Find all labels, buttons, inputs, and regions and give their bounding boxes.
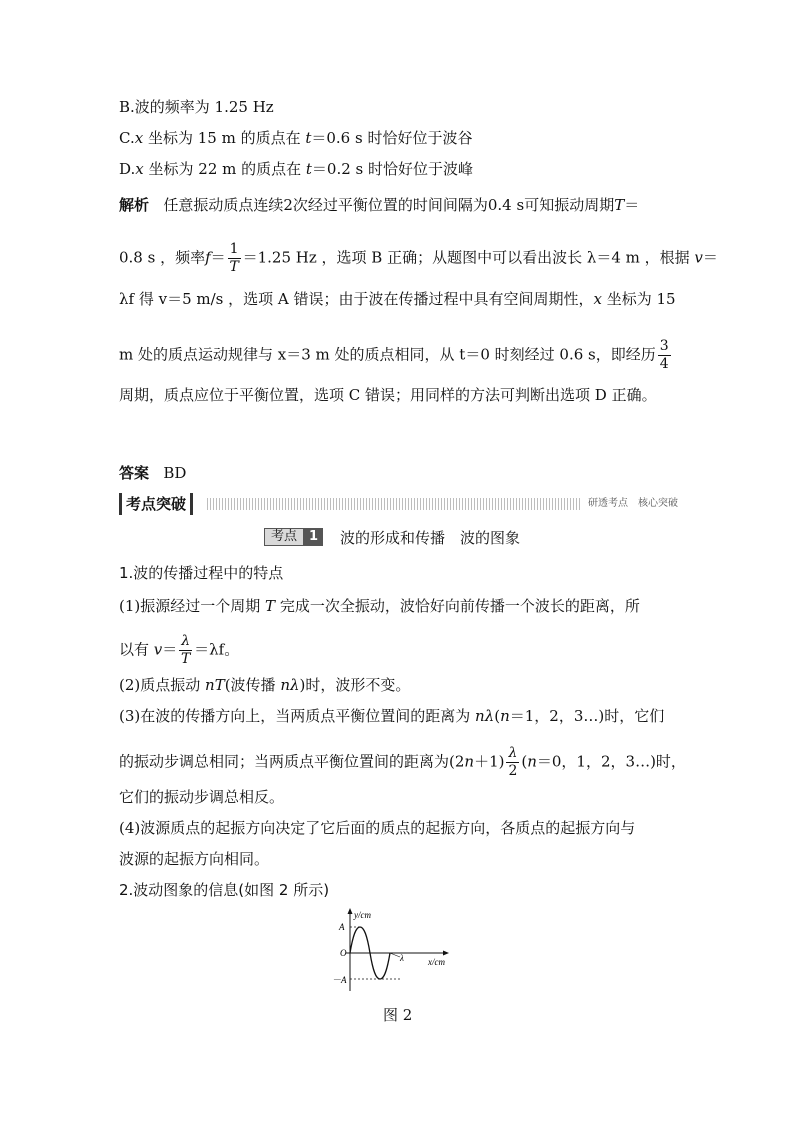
section-title: 考点突破 [119, 493, 193, 515]
option-c: C.x 坐标为 15 m 的质点在 t＝0.6 s 时恰好位于波谷 [119, 129, 473, 147]
heading-2: 2.波动图象的信息(如图 2 所示) [119, 881, 330, 899]
answer-label: 答案 [119, 464, 150, 482]
fraction-lambda-over-T: $\frac{\lambda}{T}$ [181, 633, 191, 667]
point-4-line-2: 波源的起振方向相同。 [119, 850, 270, 868]
x-axis-arrow [443, 951, 449, 956]
analysis-line-2: 0.8 s ，频率f＝ $\frac{1}{T}$ ＝1.25 Hz ，选项 B 正确；从题图中可以看出波长 λ＝4 m ，根据 v＝ [119, 241, 718, 275]
fraction-lambda-over-2: $\frac{\lambda}{2}$ [508, 745, 518, 779]
analysis-label: 解析 [119, 196, 150, 214]
point-3-line-3: 它们的振动步调总相反。 [119, 788, 285, 806]
kaodian-number: 1 [304, 528, 323, 546]
figure-caption: 图 2 [383, 1006, 413, 1024]
analysis-line-4: m 处的质点运动规律与 x＝3 m 处的质点相同，从 t＝0 时刻经过 0.6 s，即经历 $\frac{3}{4}$ [119, 338, 669, 372]
y-axis-label: y/cm [354, 910, 371, 920]
point-1-line-1: (1)振源经过一个周期 T 完成一次全振动，波恰好向前传播一个波长的距离，所 [119, 597, 640, 615]
point-3-line-2: 的振动步调总相同；当两质点平衡位置间的距离为(2n＋1) $\frac{\lambda}{2}$ (n＝0，1，2，3…)时， [119, 745, 686, 779]
option-b: B.波的频率为 1.25 Hz [119, 98, 274, 116]
kaodian-label: 考点 [264, 528, 304, 546]
point-3-line-1: (3)在波的传播方向上，当两质点平衡位置间的距离为 nλ(n＝1，2，3…)时，它们 [119, 707, 665, 725]
label-O: O [340, 948, 347, 958]
x-axis-label: x/cm [428, 957, 445, 967]
kaodian-badge [264, 528, 323, 546]
answer-value: BD [163, 464, 187, 482]
analysis-line-5: 周期，质点应位于平衡位置，选项 C 错误；用同样的方法可判断出选项 D 正确。 [119, 386, 657, 404]
fraction-1-over-T: $\frac{1}{T}$ [229, 241, 239, 275]
label-negA: －A [332, 975, 347, 985]
wave-figure [320, 905, 460, 995]
answer [119, 463, 186, 483]
point-2: (2)质点振动 nT(波传播 nλ)时，波形不变。 [119, 676, 411, 694]
section-subtitle: 研透考点 核心突破 [582, 497, 678, 511]
y-axis-arrow [348, 908, 353, 914]
section-bar [119, 493, 678, 515]
lambda-pointer [390, 953, 400, 957]
label-lambda: λ [400, 953, 404, 963]
option-d: D.x 坐标为 22 m 的质点在 t＝0.2 s 时恰好位于波峰 [119, 160, 474, 178]
analysis-line-1: 解析 任意振动质点连续2次经过平衡位置的时间间隔为0.4 s可知振动周期T＝ [119, 196, 640, 214]
point-1-line-2: 以有 v＝ $\frac{\lambda}{T}$ ＝λf。 [119, 633, 240, 667]
heading-1: 1.波的传播过程中的特点 [119, 564, 284, 582]
analysis-line-3: λf 得 v＝5 m/s ，选项 A 错误；由于波在传播过程中具有空间周期性，x 坐标为 15 [119, 290, 676, 308]
point-4-line-1: (4)波源质点的起振方向决定了它后面的质点的起振方向，各质点的起振方向与 [119, 819, 636, 837]
label-A: A [339, 922, 345, 932]
fraction-3-over-4: $\frac{3}{4}$ [659, 338, 669, 372]
kaodian-title: 波的形成和传播 波的图象 [340, 529, 521, 547]
